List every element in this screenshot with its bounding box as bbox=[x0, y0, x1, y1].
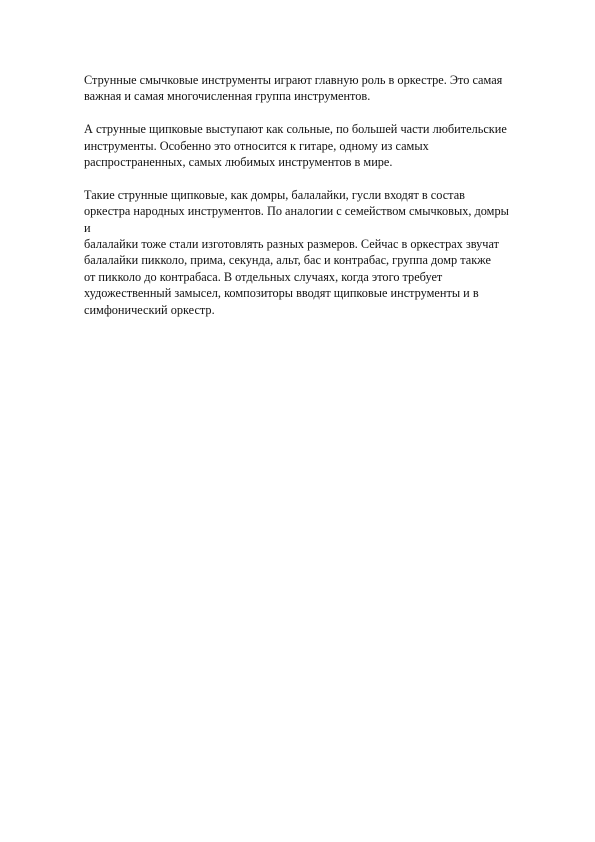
text-line: и bbox=[84, 220, 91, 235]
text-line: балалайки тоже стали изготовлять разных размеров. Сейчас в оркестрах звучат bbox=[84, 237, 499, 252]
paragraph-bowed-strings bbox=[84, 72, 554, 105]
text-line: А струнные щипковые выступают как сольные, по большей части любительские bbox=[84, 122, 507, 137]
document-body bbox=[84, 72, 554, 334]
text-line: распространенных, самых любимых инструментов в мире. bbox=[84, 155, 393, 170]
text-line: важная и самая многочисленная группа инструментов. bbox=[84, 89, 371, 104]
paragraph-plucked-strings bbox=[84, 121, 554, 170]
paragraph-folk-orchestra bbox=[84, 187, 554, 318]
text-line: инструменты. Особенно это относится к гитаре, одному из самых bbox=[84, 138, 429, 153]
text-line: художественный замысел, композиторы вводят щипковые инструменты и в bbox=[84, 286, 479, 301]
text-line: оркестра народных инструментов. По аналогии с семейством смычковых, домры bbox=[84, 204, 509, 219]
text-line: Струнные смычковые инструменты играют главную роль в оркестре. Это самая bbox=[84, 73, 503, 87]
text-line: балалайки пикколо, прима, секунда, альт, бас и контрабас, группа домр также bbox=[84, 253, 491, 268]
text-line: Такие струнные щипковые, как домры, балалайки, гусли входят в состав bbox=[84, 187, 465, 202]
text-line: от пикколо до контрабаса. В отдельных случаях, когда этого требует bbox=[84, 269, 443, 284]
text-line: симфонический оркестр. bbox=[84, 302, 215, 317]
